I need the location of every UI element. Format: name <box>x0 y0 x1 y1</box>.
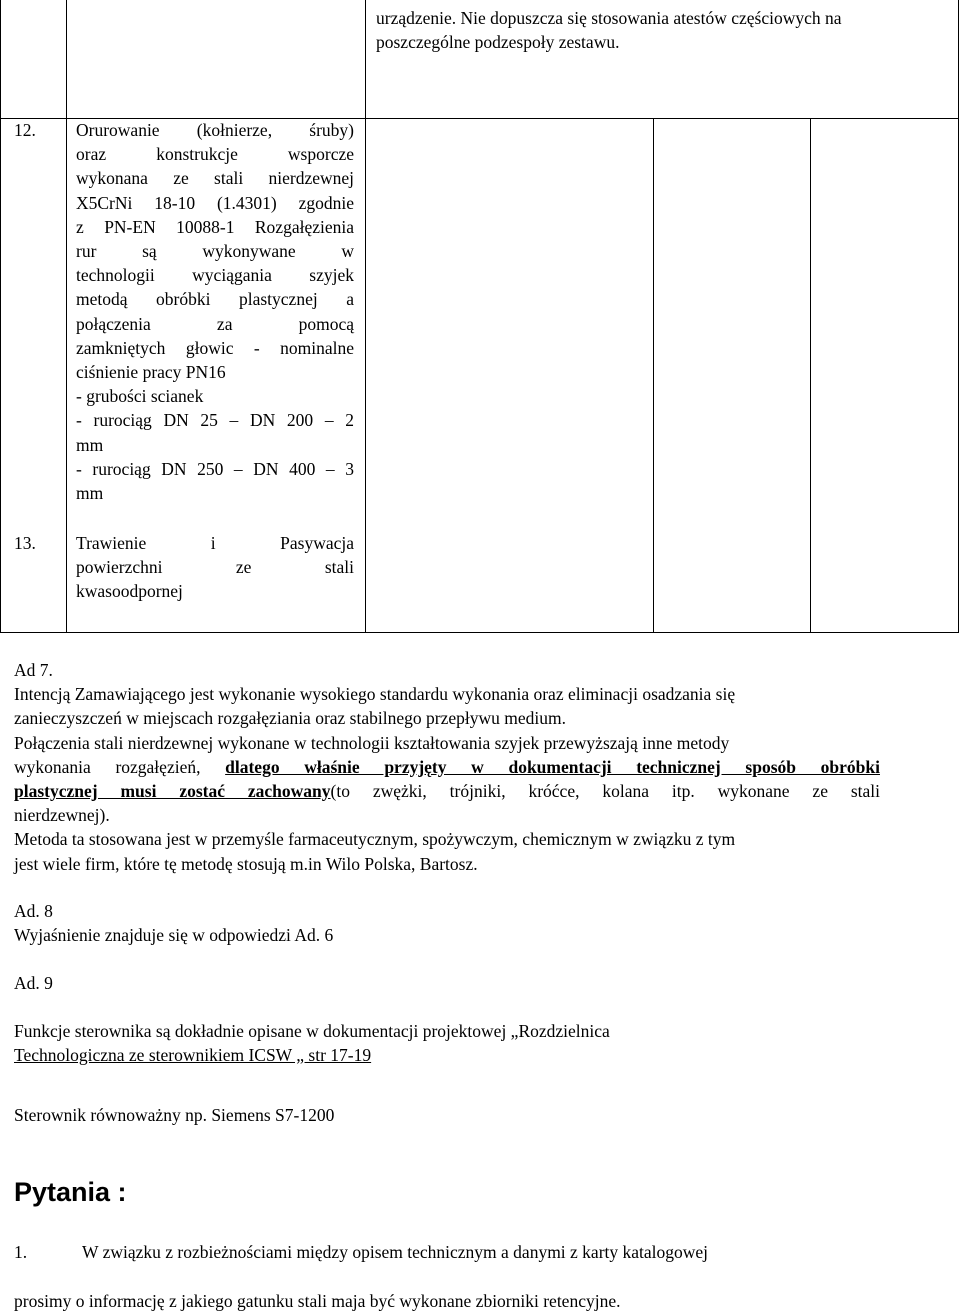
ad9-line1: Funkcje sterownika są dokładnie opisane w dokumentacji projektowej „Rozdzielnica <box>14 1021 610 1041</box>
row-13-description <box>76 531 354 604</box>
row-13-line: Trawienie i Pasywacja <box>76 533 354 553</box>
table-line-col4 <box>653 118 654 633</box>
row-12-line: zamkniętych głowic - nominalne <box>76 337 354 358</box>
table-line-left <box>0 0 1 633</box>
ad8-heading: Ad. 8 <box>14 901 53 921</box>
ad7-line-emphasis-2 <box>14 779 880 803</box>
row-12-description <box>76 118 354 505</box>
ad8-section <box>14 899 880 947</box>
table-line-right <box>958 0 959 633</box>
ad7-line5-bold: plastycznej musi zostać zachowany <box>14 781 331 802</box>
ad7-line-emphasis <box>14 755 880 779</box>
ad9-line3: Sterownik równoważny np. Siemens S7-1200 <box>14 1105 335 1125</box>
row-12-line: X5CrNi 18-10 (1.4301) zgodnie <box>76 192 354 213</box>
ad9-line2 <box>14 1043 880 1067</box>
row-12-line: mm <box>76 434 104 455</box>
row-13-number: 13. <box>14 533 36 553</box>
ad7-heading: Ad 7. <box>14 660 53 680</box>
ad7-line4-pre: wykonania rozgałęzień, <box>14 756 226 777</box>
row-12-line: - grubości scianek <box>76 386 204 407</box>
row-12-line: - rurociąg DN 250 – DN 400 – 3 <box>76 458 354 479</box>
row-12-line: oraz konstrukcje wsporcze <box>76 144 354 165</box>
questions-heading: Pytania : <box>14 1177 127 1207</box>
table-line-desc-right <box>365 0 366 633</box>
table-line-bottom <box>0 632 959 633</box>
table-text-line: poszczególne podzespoły zestawu. <box>376 32 620 53</box>
ad7-line: nierdzewnej). <box>14 805 110 826</box>
row-12-line: rur są wykonywane w <box>76 241 354 262</box>
ad7-line5-post: (to zwężki, trójniki, króćce, kolana itp. wykonane ze stali <box>330 781 881 802</box>
ad7-line: Metoda ta stosowana jest w przemyśle farmaceutycznym, spożywczym, chemicznym w związku z tym <box>14 829 736 850</box>
ad7-line: Połączenia stali nierdzewnej wykonane w technologii kształtowania szyjek przewyższają inne metody <box>14 732 730 753</box>
table-line-numcol <box>66 0 67 633</box>
row-12-line: metodą obróbki plastycznej a <box>76 289 354 310</box>
table-cell-top-right <box>376 6 950 54</box>
row-12-line: ciśnienie pracy PN16 <box>76 362 226 383</box>
row-13-line: powierzchni ze stali <box>76 557 354 578</box>
row-12-line: Orurowanie (kołnierze, śruby) <box>76 120 354 140</box>
table-text-line: urządzenie. Nie dopuszcza się stosowania atestów częściowych na <box>376 8 842 28</box>
ad8-text: Wyjaśnienie znajduje się w odpowiedzi Ad. 6 <box>14 925 334 946</box>
row-12-number: 12. <box>14 120 36 140</box>
row-13-line: kwasoodpornej <box>76 581 183 602</box>
ad7-section <box>14 658 880 876</box>
question-1-number: 1. <box>14 1242 28 1262</box>
ad7-line: jest wiele firm, które tę metodę stosują m.in Wilo Polska, Bartosz. <box>14 853 478 874</box>
row-12-line: z PN-EN 10088-1 Rozgałęzienia <box>76 216 354 237</box>
row-12-line: mm <box>76 483 104 504</box>
row-12-line: - rurociąg DN 25 – DN 200 – 2 <box>76 410 354 431</box>
question-1-line1: W związku z rozbieżnościami między opisem technicznym a danymi z karty katalogowej <box>82 1242 709 1262</box>
ad7-line: Intencją Zamawiającego jest wykonanie wysokiego standardu wykonania oraz eliminacji osadzania się <box>14 684 736 705</box>
table-line-col5 <box>810 118 811 633</box>
row-12-line: technologii wyciągania szyjek <box>76 265 354 286</box>
ad7-line4-bold: dlatego właśnie przyjęty w dokumentacji technicznej sposób obróbki <box>225 756 880 777</box>
ad9-line2-underlined: Technologiczna ze sterownikiem ICSW „ str 17-19 <box>14 1045 372 1065</box>
ad9-heading: Ad. 9 <box>14 973 53 993</box>
row-12-line: wykonana ze stali nierdzewnej <box>76 168 354 189</box>
row-12-line: połączenia za pomocą <box>76 313 354 334</box>
question-1-line2: prosimy o informację z jakiego gatunku stali maja być wykonane zbiorniki retencyjne. <box>14 1291 621 1311</box>
ad7-line: zanieczyszczeń w miejscach rozgałęziania oraz stabilnego przepływu medium. <box>14 708 566 729</box>
